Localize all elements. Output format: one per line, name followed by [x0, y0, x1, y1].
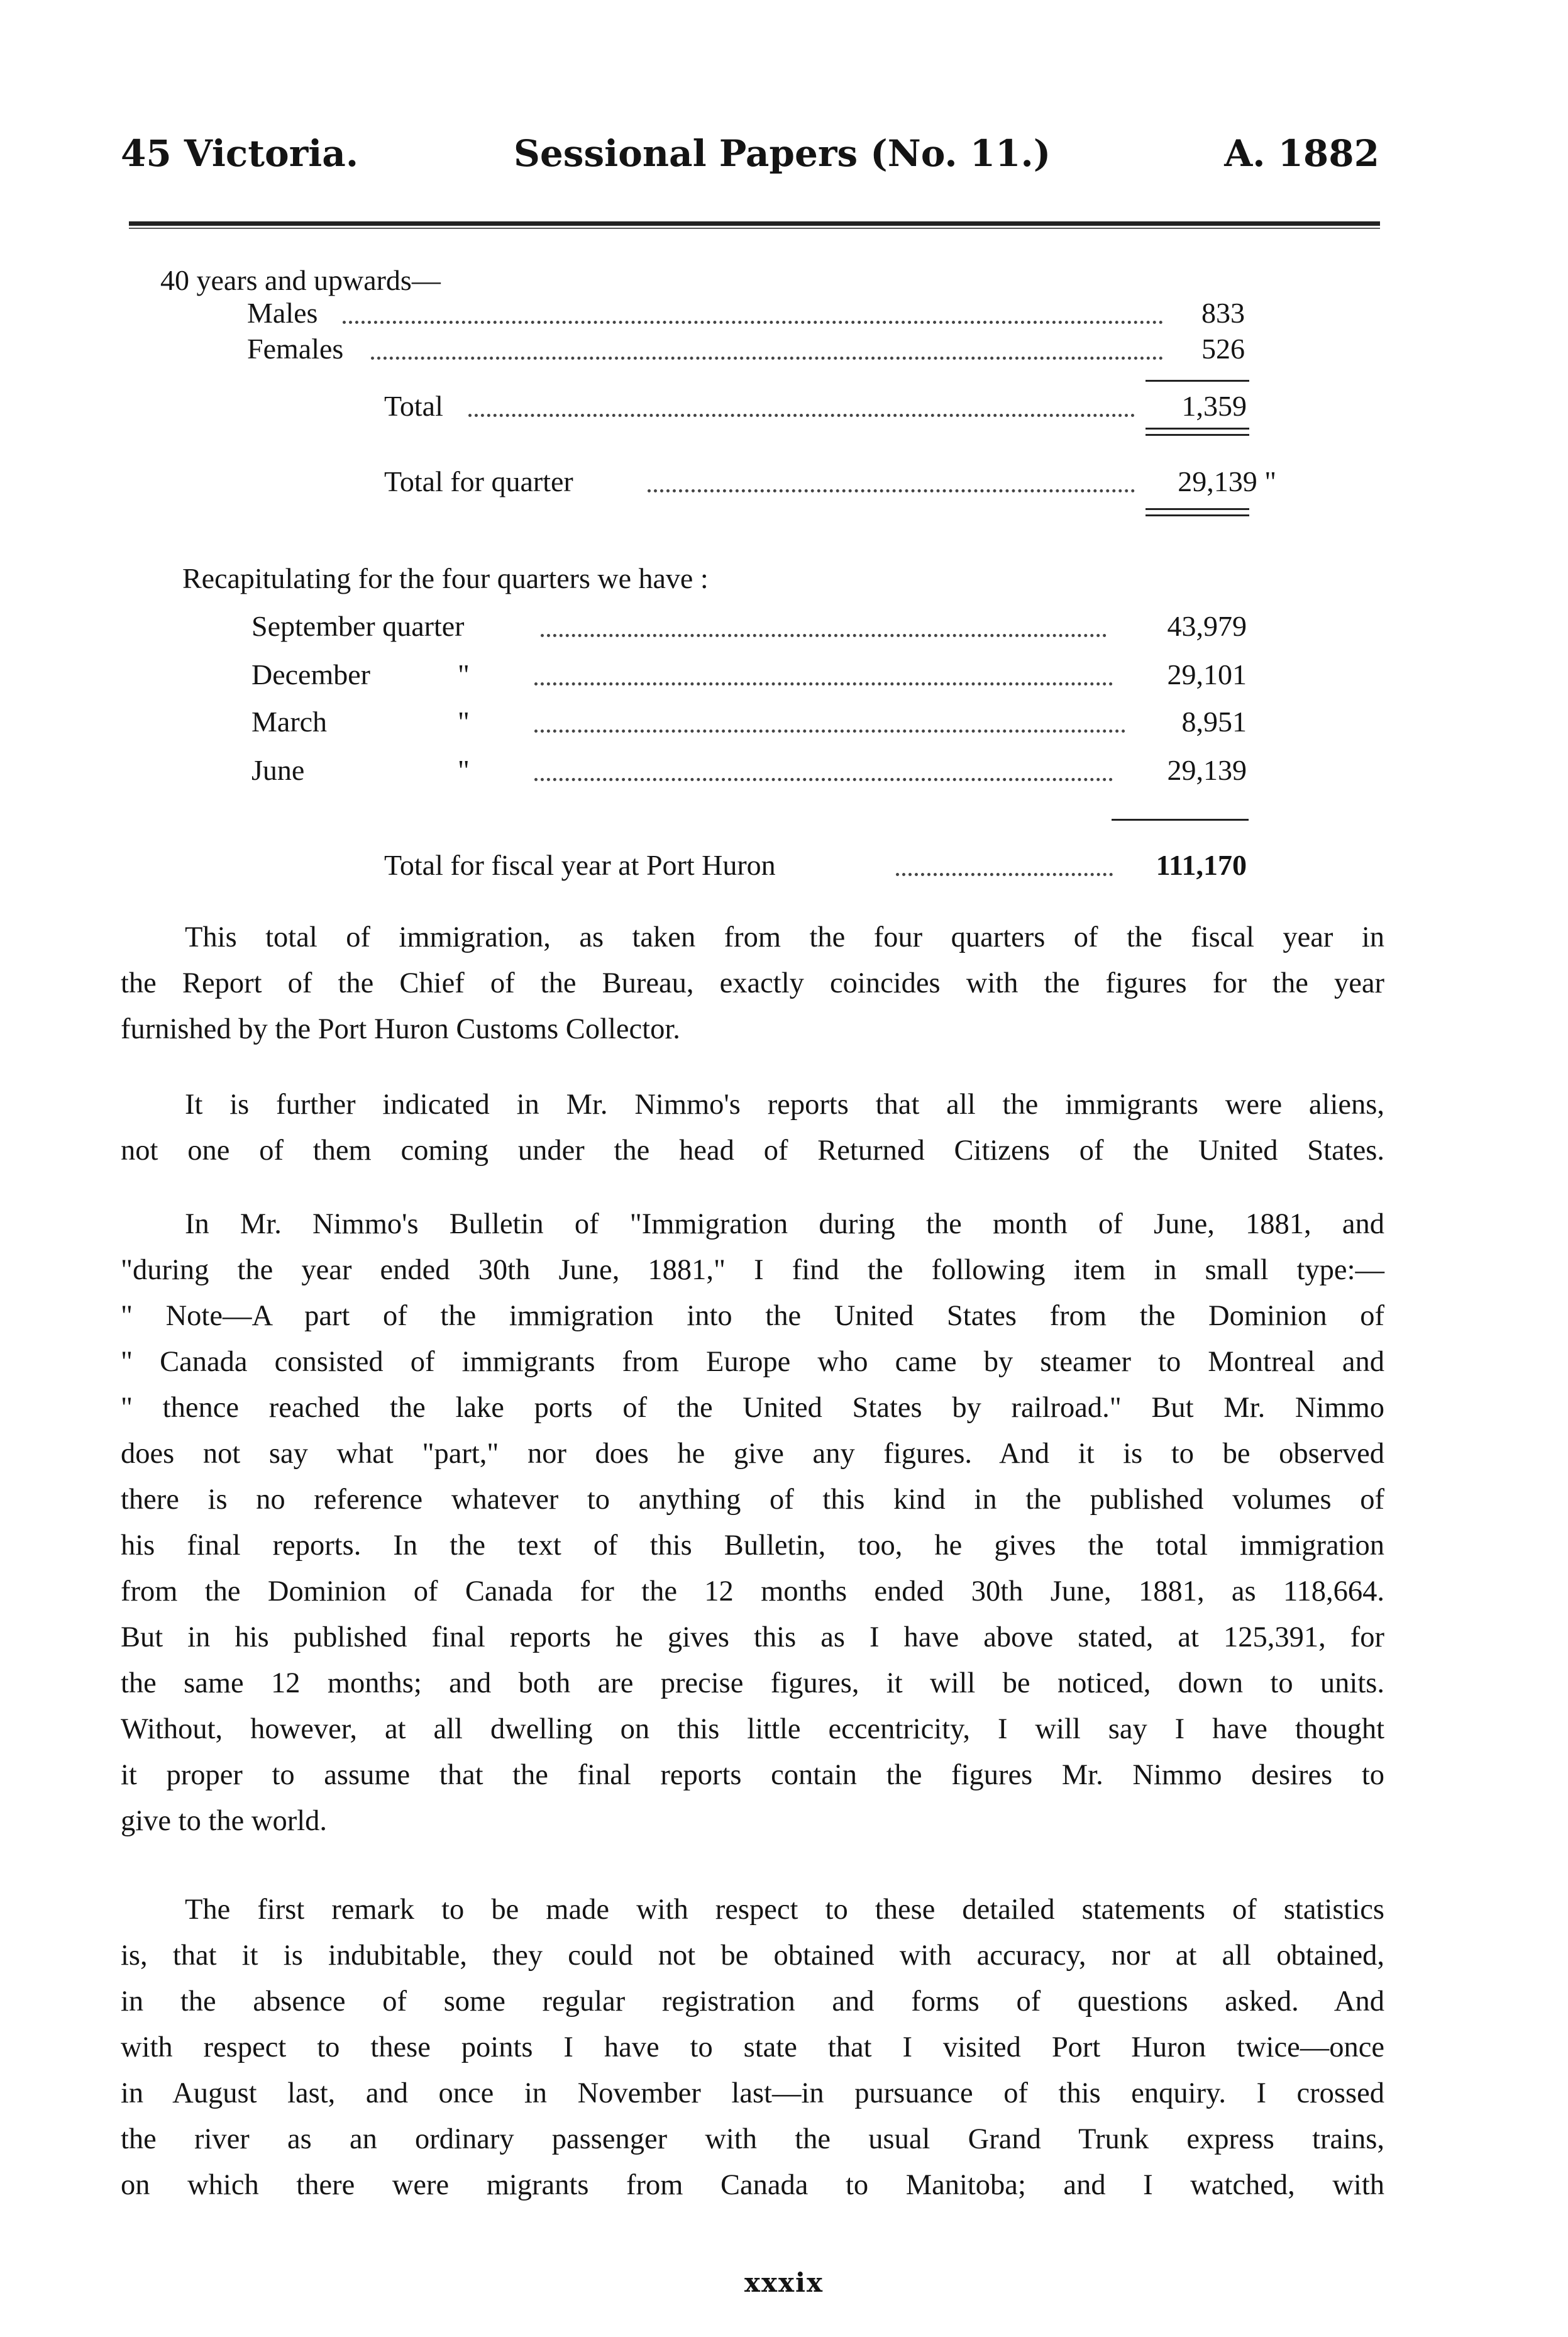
recap-label: December: [251, 658, 370, 691]
text-line: the Report of the Chief of the Bureau, exactly coincides with the figures for the year: [121, 967, 1384, 999]
paragraph-3: [121, 1201, 1384, 1844]
text-line: " Note—A part of the immigration into the United States from the Dominion of: [121, 1300, 1384, 1332]
double-rule-a: [1146, 428, 1249, 430]
text-line: with respect to these points I have to state that I visited Port Huron twice—once: [121, 2031, 1384, 2063]
text-line: his final reports. In the text of this Bulletin, too, he gives the total immigration: [121, 1529, 1384, 1562]
total-label: Total: [384, 390, 443, 422]
text-line: This total of immigration, as taken from the four quarters of the fiscal year in: [185, 921, 1384, 953]
text-line: The first remark to be made with respect to these detailed statements of statistics: [185, 1894, 1384, 1926]
recap-value: 43,979: [1167, 610, 1247, 642]
header-regnal-year: 45 Victoria.: [121, 132, 359, 175]
text-line: But in his published final reports he gives this as I have above stated, at 125,391, for: [121, 1621, 1384, 1653]
recap-label: March: [251, 706, 328, 738]
females-label: Females: [247, 333, 344, 365]
header-rule: [129, 221, 1380, 226]
text-line: Without, however, at all dwelling on this little eccentricity, I will say I have thought: [121, 1713, 1384, 1745]
page-folio: xxxix: [744, 2267, 824, 2298]
females-value: 526: [1201, 333, 1245, 365]
recap-value: 29,101: [1167, 658, 1247, 691]
text-line: give to the world.: [121, 1805, 328, 1837]
text-line: does not say what "part," nor does he give any figures. And it is to be observed: [121, 1438, 1384, 1470]
age-group-heading: 40 years and upwards—: [160, 264, 441, 296]
double-rule-b: [1146, 434, 1249, 436]
text-line: the same 12 months; and both are precise figures, it will be noticed, down to units.: [121, 1667, 1384, 1699]
text-line: in August last, and once in November last—in pursuance of this enquiry. I crossed: [121, 2077, 1384, 2109]
text-line: it proper to assume that the final reports contain the figures Mr. Nimmo desires to: [121, 1759, 1384, 1791]
text-line: furnished by the Port Huron Customs Collector.: [121, 1013, 680, 1045]
text-line: is, that it is indubitable, they could not be obtained with accuracy, nor at all obtained,: [121, 1940, 1384, 1972]
double-rule-b: [1146, 514, 1249, 516]
ditto-mark: ": [458, 754, 470, 786]
header-title: Sessional Papers (No. 11.): [514, 132, 1051, 175]
ditto-mark: ": [458, 706, 470, 738]
sum-rule: [1112, 819, 1249, 821]
recap-value: 29,139: [1167, 754, 1247, 786]
quarter-total-value: 29,139 ": [1178, 465, 1276, 497]
paragraph-2: [121, 1082, 1384, 1174]
recap-label: September quarter: [251, 610, 465, 642]
text-line: there is no reference whatever to anything of this kind in the published volumes of: [121, 1484, 1384, 1516]
text-line: "during the year ended 30th June, 1881," I find the following item in small type:—: [121, 1254, 1384, 1286]
text-line: the river as an ordinary passenger with the usual Grand Trunk express trains,: [121, 2123, 1384, 2155]
quarter-total-label: Total for quarter: [384, 465, 573, 497]
header-rule-thin: [129, 228, 1380, 229]
recap-value: 8,951: [1181, 706, 1247, 738]
double-rule-a: [1146, 508, 1249, 510]
males-value: 833: [1201, 297, 1245, 329]
sum-rule: [1146, 380, 1249, 382]
text-line: It is further indicated in Mr. Nimmo's reports that all the immigrants were aliens,: [185, 1089, 1384, 1121]
paragraph-4: [121, 1887, 1384, 2208]
text-line: on which there were migrants from Canada to Manitoba; and I watched, with: [121, 2169, 1384, 2201]
text-line: from the Dominion of Canada for the 12 months ended 30th June, 1881, as 118,664.: [121, 1575, 1384, 1607]
text-line: in the absence of some regular registration and forms of questions asked. And: [121, 1985, 1384, 2018]
paragraph-1: [121, 914, 1384, 1052]
header-year: A. 1882: [1224, 132, 1379, 175]
males-label: Males: [247, 297, 318, 329]
running-header: [0, 132, 1568, 176]
recap-label: June: [251, 754, 305, 786]
ditto-mark: ": [458, 658, 470, 691]
text-line: In Mr. Nimmo's Bulletin of "Immigration during the month of June, 1881, and: [185, 1208, 1384, 1240]
fiscal-total-value: 111,170: [1156, 849, 1247, 881]
text-line: " thence reached the lake ports of the United States by railroad." But Mr. Nimmo: [121, 1392, 1384, 1424]
text-line: " Canada consisted of immigrants from Europe who came by steamer to Montreal and: [121, 1346, 1384, 1378]
text-line: not one of them coming under the head of Returned Citizens of the United States.: [121, 1135, 1384, 1167]
total-value: 1,359: [1181, 390, 1247, 422]
fiscal-total-label: Total for fiscal year at Port Huron: [384, 849, 776, 881]
recap-heading: Recapitulating for the four quarters we have :: [182, 562, 709, 594]
